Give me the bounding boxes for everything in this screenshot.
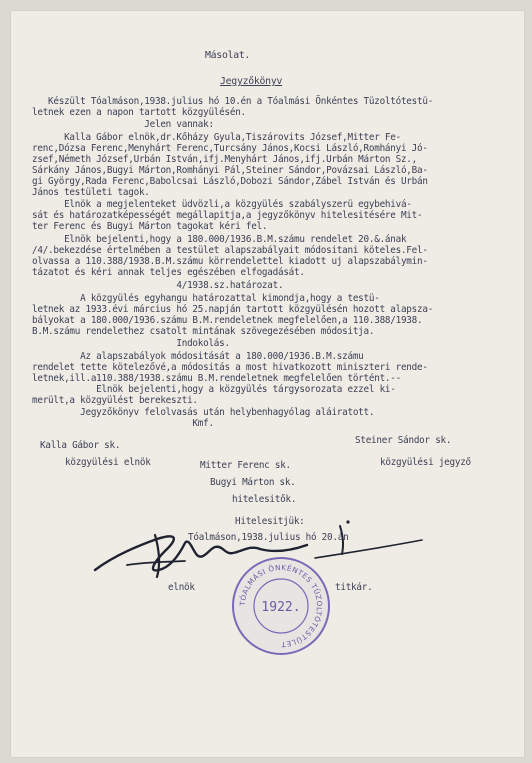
body-line: zsef,Németh József,Urbán István,ifj.Menyhárt János,ifj.Urbán Márton Sz.,	[32, 154, 417, 165]
body-line: rendelet tette kötelezővé,a módositás a most hivatkozott miniszteri rende-	[32, 362, 428, 373]
body-line: Elnök a megjelenteket üdvözli,a közgyülés szabályszerü egybehivá-	[32, 199, 412, 210]
body-line: B.M.számu rendelethez csatolt mintának szövegezésében módositja.	[32, 326, 375, 337]
certifier-name-1: Mitter Ferenc sk.	[200, 460, 291, 471]
signer-left-name: Kalla Gábor sk.	[40, 440, 121, 451]
body-line: Elnök bejelenti,hogy a közgyülés tárgysorozata ezzel ki-	[32, 384, 396, 395]
certifier-role: hitelesitők.	[232, 494, 297, 505]
body-line: /4/.bekezdése értelmében a testület alapszabályait módositani köteles.Fel-	[32, 245, 428, 256]
body-line: A közgyülés egyhangu határozattal kimondja,hogy a testü-	[32, 293, 380, 304]
body-line: renc,Dózsa Ferenc,Menyhárt Ferenc,Turcsány János,Kocsi László,Romhányi Jó-	[32, 143, 428, 154]
document-subtitle: Jegyzőkönyv	[220, 76, 283, 87]
body-line: Jelen vannak:	[32, 119, 214, 130]
body-line: merült,a közgyülést berekeszti.	[32, 395, 198, 406]
signer-right-role: közgyülési jegyző	[380, 457, 471, 468]
body-line: Sárkány János,Bugyi Márton,Romhányi Pál,Steiner Sándor,Povázsai László,Ba-	[32, 165, 428, 176]
certify-label: Hitelesitjük:	[235, 516, 305, 527]
secretary-label: titkár.	[335, 582, 373, 593]
body-line: Jegyzőkönyv felolvasás után helybenhagyólag aláiratott.	[32, 407, 375, 418]
body-line: gi György,Rada Ferenc,Babolcsai László,Dobozi Sándor,Zábel István és Urbán	[32, 176, 428, 187]
body-line: ter Ferenc és Bugyi Márton tagokat kéri fel.	[32, 221, 268, 232]
certifier-name-2: Bugyi Márton sk.	[210, 477, 296, 488]
president-label: elnök	[168, 582, 195, 593]
stamp-year: 1922.	[261, 600, 301, 615]
stamp-ring-text: TÓALMÁSI ÖNKÉNTES TÜZOLTÓTESTÜLET	[237, 562, 325, 650]
body-line: Kalla Gábor elnök,dr.Kőházy Gyula,Tiszárovits József,Mitter Fe-	[32, 132, 401, 143]
body-line: Elnök bejelenti,hogy a 180.000/1936.B.M.számu rendelet 20.&.ának	[32, 234, 407, 245]
body-line: János testületi tagok.	[32, 187, 150, 198]
document-page	[10, 10, 525, 758]
body-line: letnek ezen a napon tartott közgyülésén.	[32, 107, 246, 118]
document-title: Másolat.	[205, 50, 251, 61]
signer-right-name: Steiner Sándor sk.	[355, 435, 452, 446]
kmf-line: Kmf.	[32, 418, 214, 429]
body-line: Készült Tóalmáson,1938.julius hó 10.én a Tóalmási Önkéntes Tüzoltótestü-	[32, 96, 434, 107]
reasoning-heading: Indokolás.	[32, 338, 230, 349]
body-line: olvassa a 110.388/1938.B.M.számu körrendelettel kiadott uj alapszabálymin-	[32, 256, 428, 267]
body-line: tázatot és kéri annak teljes egészében elfogadását.	[32, 267, 305, 278]
body-line: Az alapszabályok módositását a 180.000/1936.B.M.számu	[32, 351, 364, 362]
body-line: bályokat a 180.000/1936.számu B.M.rendeletnek megfelelően,a 110.388/1938.	[32, 315, 423, 326]
body-line: letnek az 1933.évi március hó 25.napján tartott közgyülésén hozott alapsza-	[32, 304, 434, 315]
signer-left-role: közgyülési elnök	[65, 457, 151, 468]
body-line: sát és határozatképességét megállapitja,a jegyzőkönyv hitelesitésére Mit-	[32, 210, 423, 221]
body-line: letnek,ill.a110.388/1938.számu B.M.rendeletnek megfelelően történt.--	[32, 373, 401, 384]
certify-place: Tóalmáson,1938.julius hó 20.án	[188, 532, 349, 543]
resolution-heading: 4/1938.sz.határozat.	[32, 280, 284, 291]
official-stamp	[230, 555, 332, 657]
